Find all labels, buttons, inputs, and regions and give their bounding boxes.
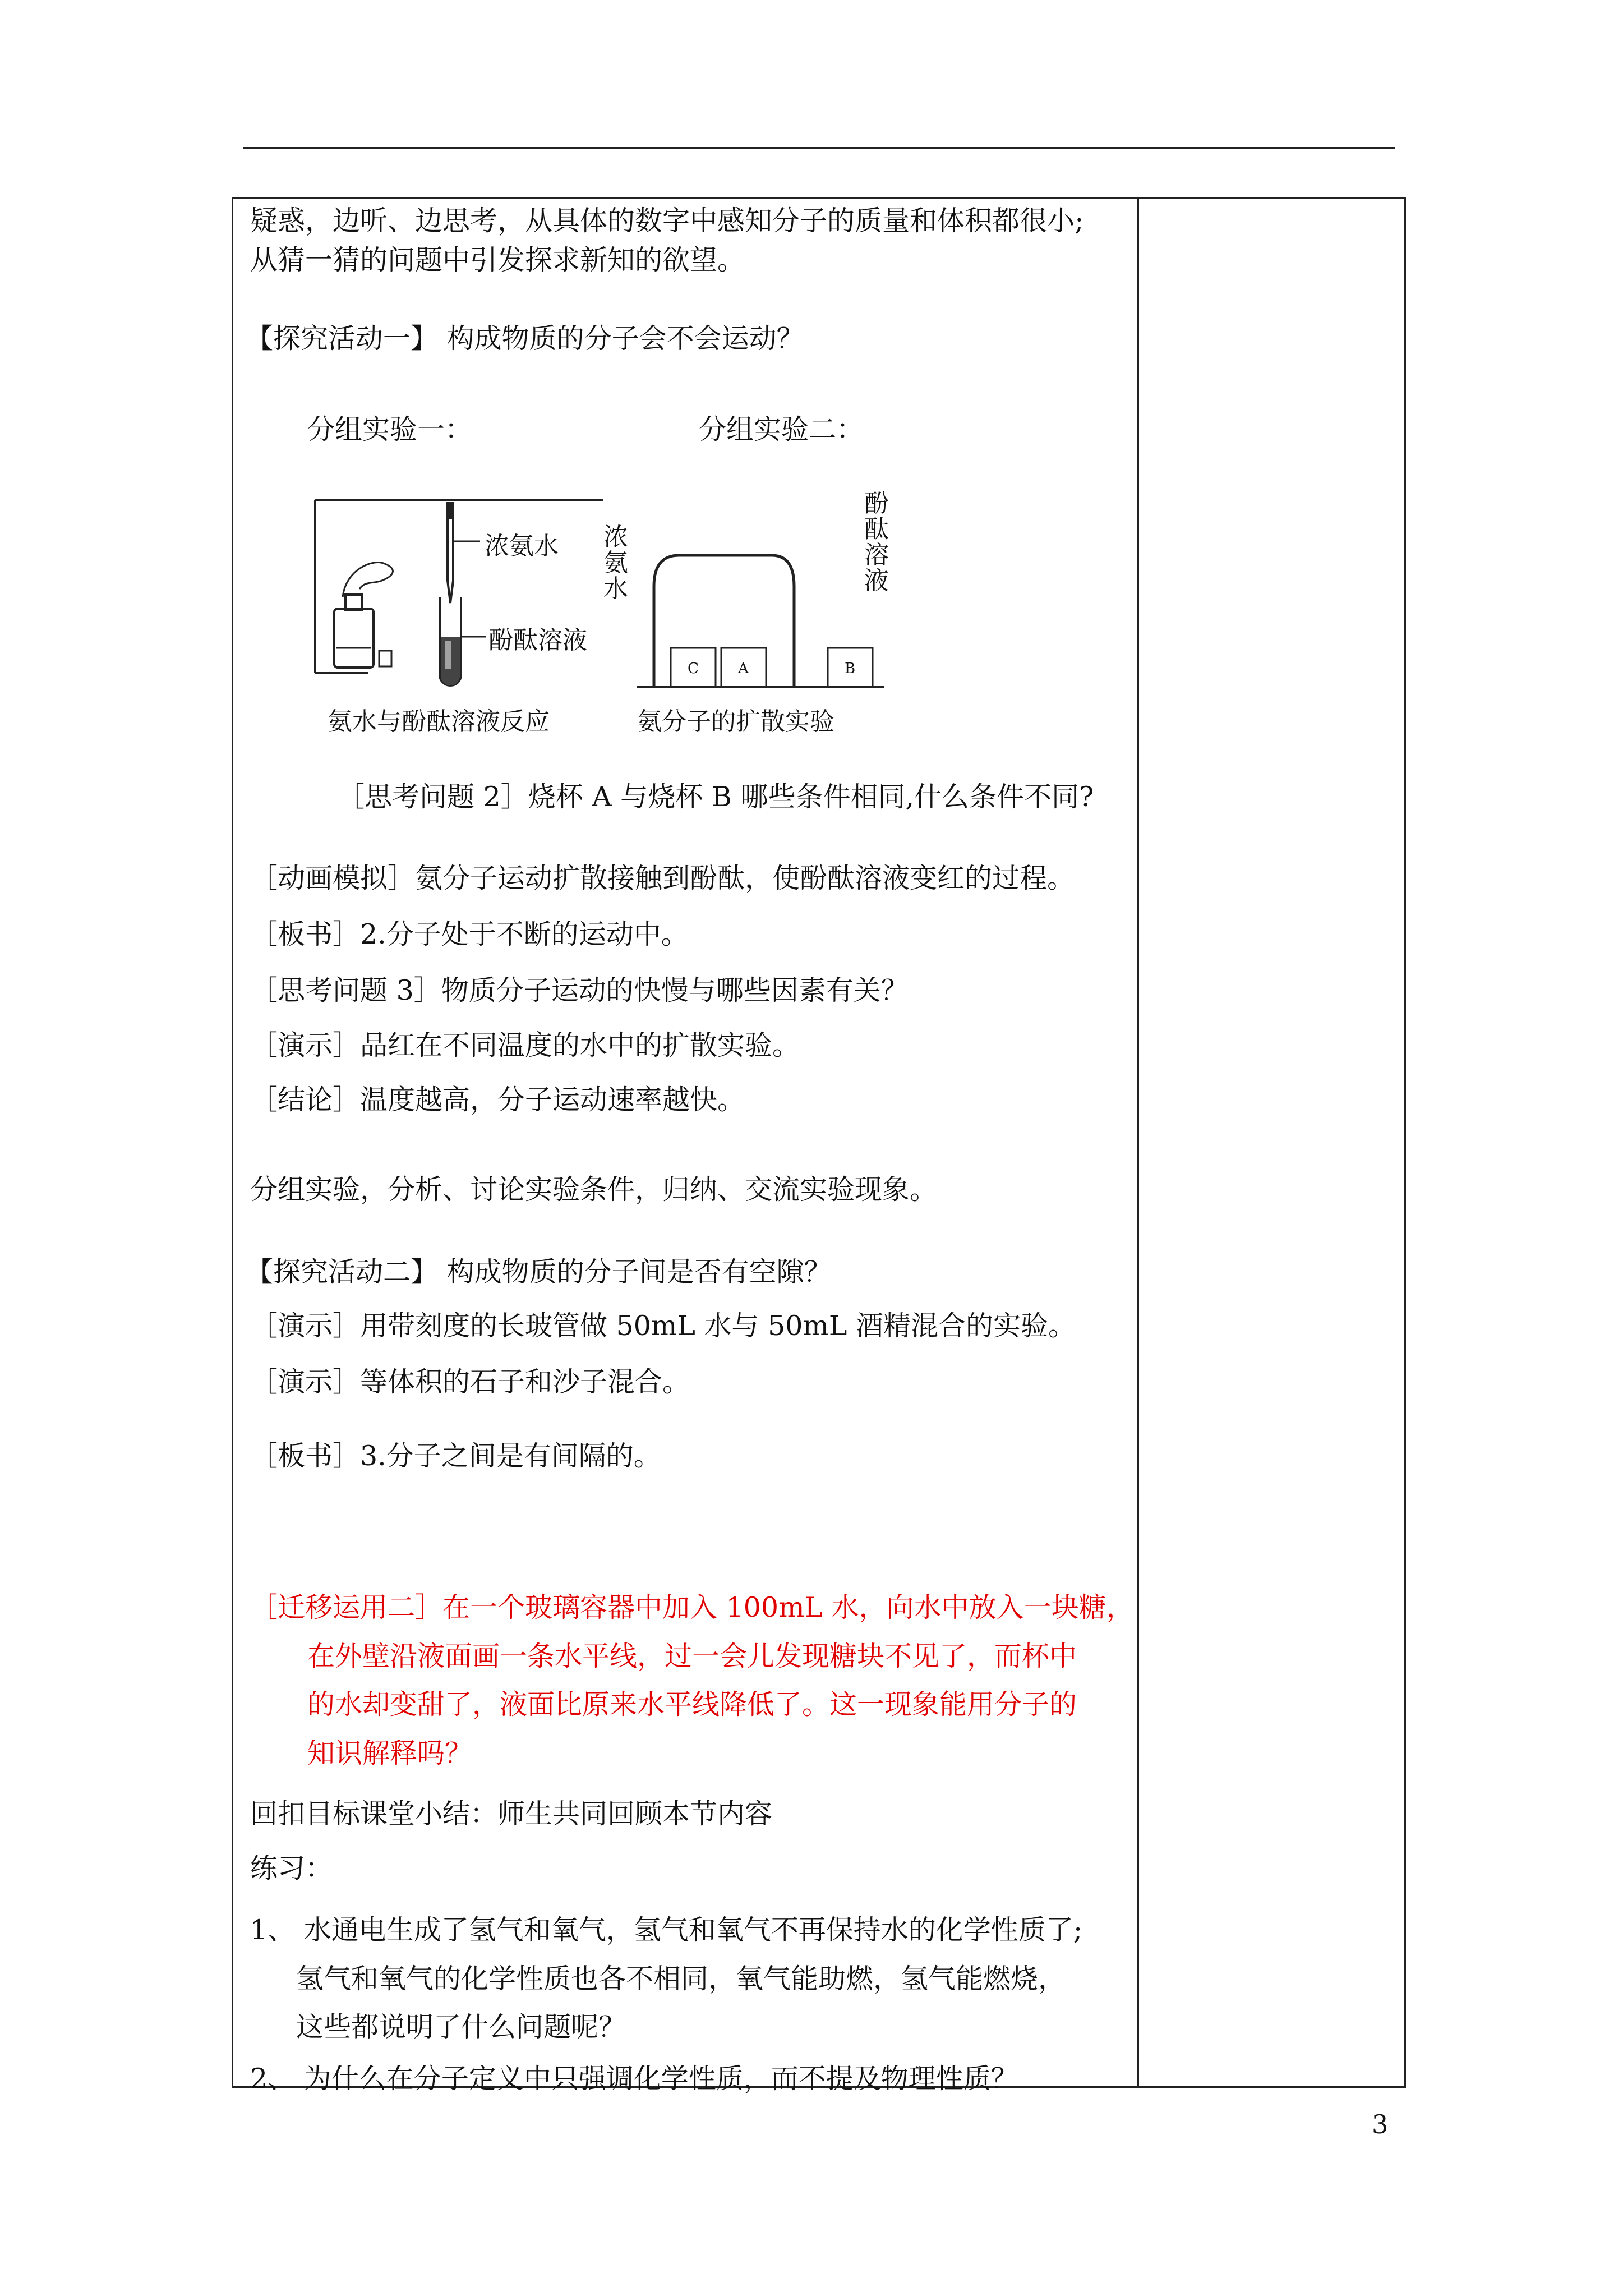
text-line: ［思考问题 3］物质分子运动的快慢与哪些因素有关？ xyxy=(250,974,909,1006)
ammonia-vertical-label: 浓氨水 xyxy=(603,523,628,603)
header-rule xyxy=(243,147,1395,149)
text-line: ［思考问题 2］烧杯 A 与烧杯 B 哪些条件相同,什么条件不同? xyxy=(337,781,1094,813)
activity-heading: 【探究活动一】 构成物质的分子会不会运动？ xyxy=(246,323,804,355)
beaker-c-label: C xyxy=(688,660,699,677)
text-line: 回扣目标课堂小结：师生共同回顾本节内容 xyxy=(250,1798,773,1830)
page-number: 3 xyxy=(1372,2109,1389,2139)
text-line: ［演示］用带刻度的长玻管做 50mL 水与 50mL 酒精混合的实验。 xyxy=(250,1310,1076,1342)
text-line: ［板书］2.分子处于不断的运动中。 xyxy=(250,918,689,950)
figure-ammonia-diffusion xyxy=(603,489,895,698)
group-experiment-label: 分组实验一： xyxy=(307,413,473,445)
text-line: ［演示］等体积的石子和沙子混合。 xyxy=(250,1366,690,1398)
text-line: 练习： xyxy=(250,1852,333,1884)
transfer-question: 在外壁沿液面画一条水平线，过一会儿发现糖块不见了，而杯中 xyxy=(307,1640,1077,1672)
exercise-item: 1、 水通电生成了氢气和氧气，氢气和氧气不再保持水的化学性质了; xyxy=(250,1914,1083,1946)
figure-caption: 氨水与酚酞溶液反应 xyxy=(328,707,550,736)
figure-caption: 氨分子的扩散实验 xyxy=(637,707,834,736)
phenolphthalein-label: 酚酞溶液 xyxy=(488,626,587,655)
activity-heading: 【探究活动二】 构成物质的分子间是否有空隙？ xyxy=(246,1256,832,1288)
transfer-question: 知识解释吗？ xyxy=(307,1737,473,1769)
text-line: ［动画模拟］氨分子运动扩散接触到酚酞，使酚酞溶液变红的过程。 xyxy=(250,862,1075,894)
lesson-table xyxy=(232,197,1406,2095)
phenolphthalein-vertical-label: 酚酞溶液 xyxy=(864,489,889,595)
text-line: 疑惑，边听、边思考，从具体的数字中感知分子的质量和体积都很小; xyxy=(250,205,1084,237)
beaker-b-label: B xyxy=(845,660,856,677)
ammonia-label: 浓氨水 xyxy=(485,532,559,560)
text-line: ［结论］温度越高，分子运动速率越快。 xyxy=(250,1084,745,1116)
text-line: 从猜一猜的问题中引发探求新知的欲望。 xyxy=(250,244,745,276)
exercise-item: 2、 为什么在分子定义中只强调化学性质，而不提及物理性质？ xyxy=(250,2063,1018,2095)
transfer-question: ［迁移运用二］在一个玻璃容器中加入 100mL 水，向水中放入一块糖， xyxy=(250,1591,1134,1623)
text-line: ［演示］品红在不同温度的水中的扩散实验。 xyxy=(250,1029,800,1061)
exercise-item: 氢气和氧气的化学性质也各不相同，氧气能助燃，氢气能燃烧， xyxy=(296,1963,1066,1995)
exercise-item: 这些都说明了什么问题呢？ xyxy=(296,2011,626,2043)
text-line: ［板书］3.分子之间是有间隔的。 xyxy=(250,1440,661,1472)
text-line: 分组实验，分析、讨论实验条件，归纳、交流实验现象。 xyxy=(250,1174,938,1205)
transfer-question: 的水却变甜了，液面比原来水平线降低了。这一现象能用分子的 xyxy=(307,1688,1077,1720)
column-divider xyxy=(1137,199,1139,2086)
beaker-a-label: A xyxy=(738,660,749,677)
group-experiment-label: 分组实验二： xyxy=(699,413,864,445)
